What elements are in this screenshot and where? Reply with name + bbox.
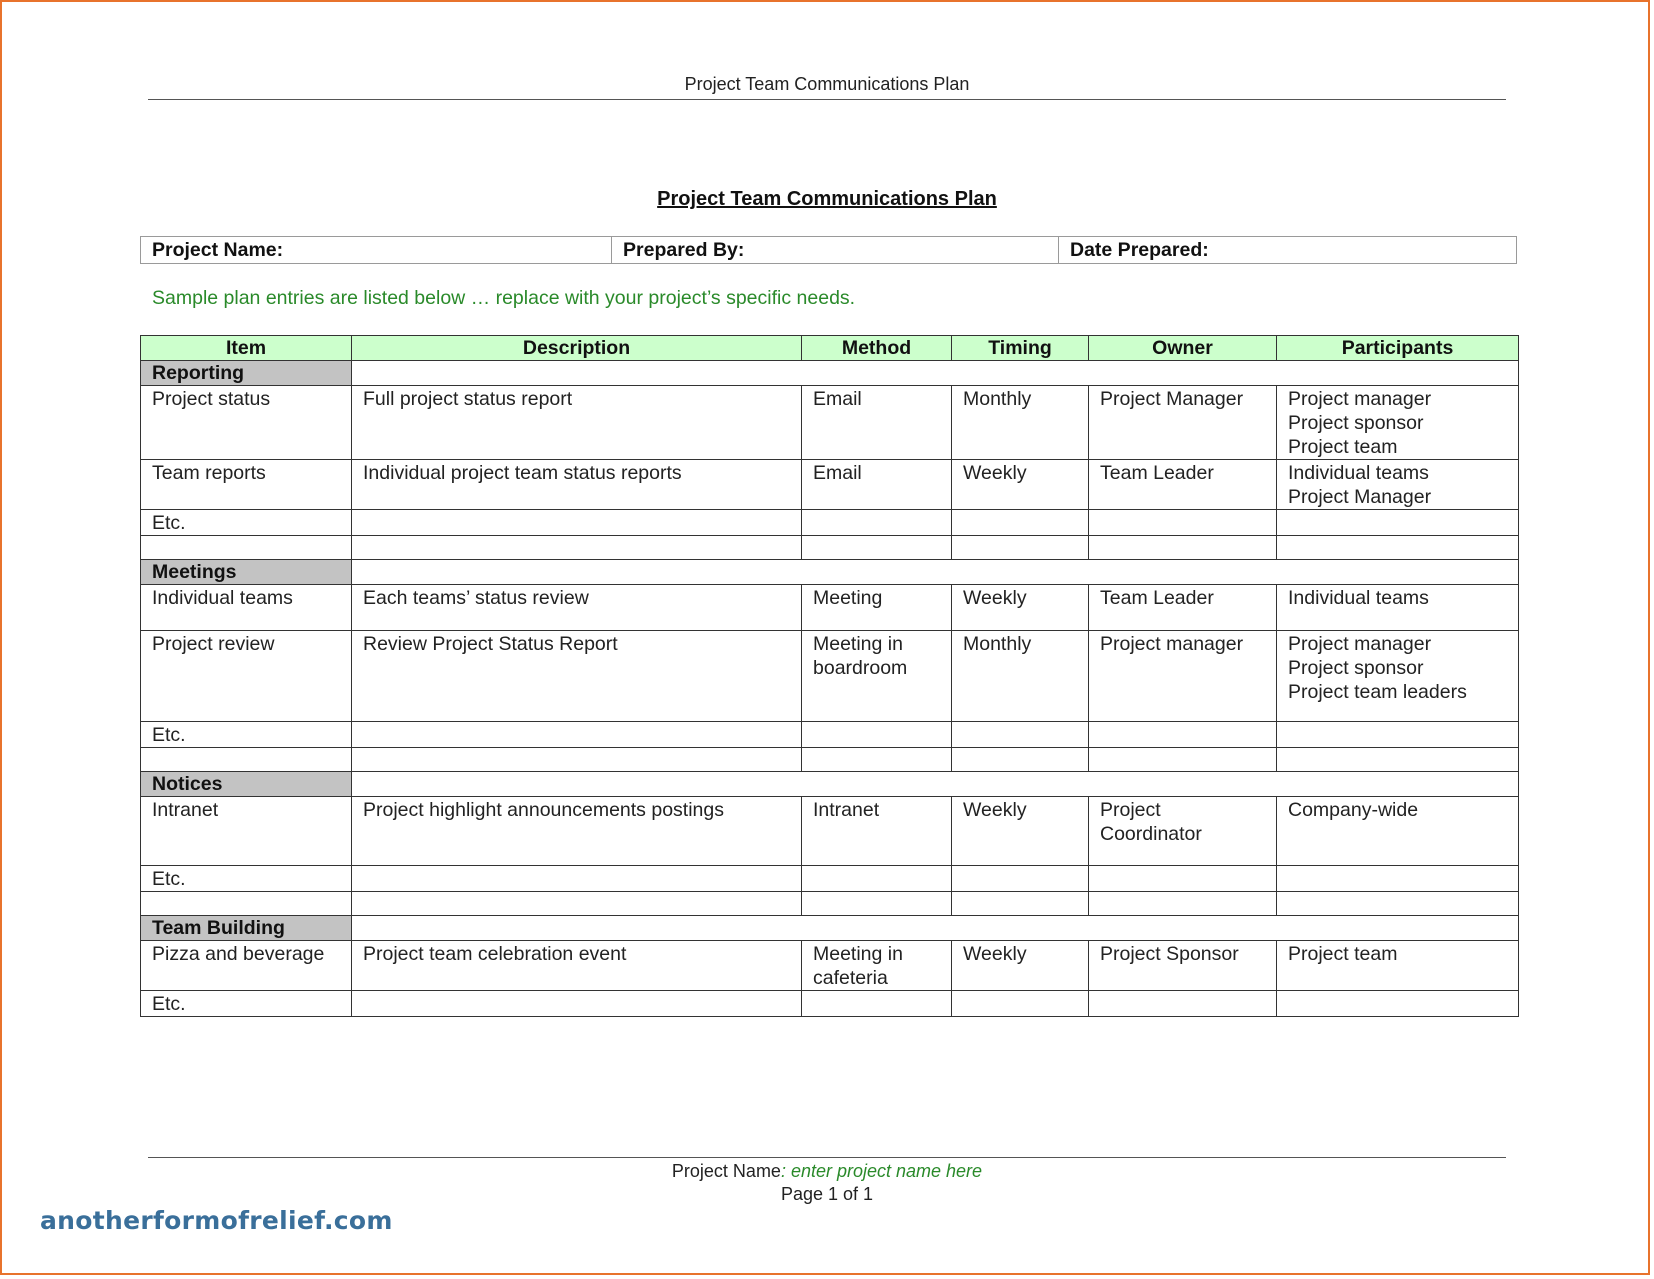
cell-participants[interactable] bbox=[1277, 797, 1519, 866]
table-row bbox=[141, 892, 1519, 916]
cell-method[interactable] bbox=[802, 866, 952, 892]
cell-description[interactable] bbox=[352, 748, 802, 772]
cell-method[interactable] bbox=[802, 941, 952, 991]
cell-description[interactable] bbox=[352, 510, 802, 536]
cell-owner[interactable] bbox=[1089, 536, 1277, 560]
cell-text: Intranet bbox=[152, 799, 219, 821]
cell-method[interactable] bbox=[802, 585, 952, 631]
section-filler bbox=[352, 560, 1519, 585]
cell-text: Project Manager bbox=[1100, 388, 1244, 410]
cell-timing[interactable] bbox=[952, 892, 1089, 916]
cell-text: Project review bbox=[152, 633, 275, 655]
cell-text: Project Manager bbox=[1288, 486, 1432, 508]
column-header-participants: Participants bbox=[1277, 336, 1519, 361]
cell-text: Project status bbox=[152, 388, 271, 410]
cell-description[interactable] bbox=[352, 991, 802, 1017]
date-prepared-label: Date Prepared: bbox=[1070, 238, 1209, 261]
cell-description[interactable] bbox=[352, 892, 802, 916]
cell-method[interactable] bbox=[802, 797, 952, 866]
cell-text: Project manager bbox=[1288, 633, 1432, 655]
header-divider bbox=[148, 99, 1506, 100]
section-filler bbox=[352, 361, 1519, 386]
cell-text: Meeting in bbox=[813, 943, 903, 965]
cell-text: Project bbox=[1100, 799, 1161, 821]
cell-text: Project manager bbox=[1100, 633, 1244, 655]
cell-item[interactable] bbox=[141, 892, 352, 916]
cell-description[interactable] bbox=[352, 722, 802, 748]
column-header-timing: Timing bbox=[952, 336, 1089, 361]
cell-text: Project team leaders bbox=[1288, 681, 1467, 703]
cell-text: Weekly bbox=[963, 587, 1027, 609]
document-title: Project Team Communications Plan bbox=[657, 188, 997, 210]
cell-text: Project sponsor bbox=[1288, 657, 1424, 679]
section-row bbox=[141, 361, 1519, 386]
cell-text: Full project status report bbox=[363, 388, 573, 410]
cell-timing[interactable] bbox=[952, 536, 1089, 560]
table-row bbox=[141, 941, 1519, 991]
cell-method[interactable] bbox=[802, 991, 952, 1017]
cell-text: Individual teams bbox=[1288, 587, 1429, 609]
cell-owner[interactable] bbox=[1089, 510, 1277, 536]
table-row bbox=[141, 585, 1519, 631]
cell-item[interactable] bbox=[141, 585, 352, 631]
footer-project-name-hint: : enter project name here bbox=[780, 1161, 983, 1181]
cell-text: Individual teams bbox=[1288, 462, 1429, 484]
cell-item[interactable] bbox=[141, 510, 352, 536]
cell-participants[interactable] bbox=[1277, 386, 1519, 460]
cell-text: Company-wide bbox=[1288, 799, 1419, 821]
cell-timing[interactable] bbox=[952, 460, 1089, 510]
cell-owner[interactable] bbox=[1089, 941, 1277, 991]
cell-text: Weekly bbox=[963, 462, 1027, 484]
cell-item[interactable] bbox=[141, 386, 352, 460]
cell-text: Email bbox=[813, 462, 862, 484]
cell-timing[interactable] bbox=[952, 941, 1089, 991]
cell-owner[interactable] bbox=[1089, 797, 1277, 866]
cell-text: Each teams’ status review bbox=[363, 587, 589, 609]
section-label: Notices bbox=[141, 772, 352, 797]
table-row bbox=[141, 510, 1519, 536]
cell-text: Coordinator bbox=[1100, 823, 1202, 845]
footer-divider bbox=[148, 1157, 1506, 1158]
cell-text: Review Project Status Report bbox=[363, 633, 618, 655]
cell-text: Team reports bbox=[152, 462, 266, 484]
section-filler bbox=[352, 772, 1519, 797]
cell-text: Weekly bbox=[963, 943, 1027, 965]
cell-method[interactable] bbox=[802, 460, 952, 510]
cell-timing[interactable] bbox=[952, 631, 1089, 722]
cell-timing[interactable] bbox=[952, 722, 1089, 748]
cell-description[interactable] bbox=[352, 460, 802, 510]
table-row bbox=[141, 386, 1519, 460]
cell-method[interactable] bbox=[802, 631, 952, 722]
column-header-item: Item bbox=[141, 336, 352, 361]
cell-participants[interactable] bbox=[1277, 536, 1519, 560]
cell-method[interactable] bbox=[802, 510, 952, 536]
cell-method[interactable] bbox=[802, 536, 952, 560]
cell-method[interactable] bbox=[802, 386, 952, 460]
communications-plan-table bbox=[140, 335, 1519, 1017]
cell-text: Project highlight announcements postings bbox=[363, 799, 724, 821]
cell-text: boardroom bbox=[813, 657, 908, 679]
cell-text: cafeteria bbox=[813, 967, 888, 989]
prepared-by-label: Prepared By: bbox=[623, 238, 745, 261]
cell-item[interactable] bbox=[141, 748, 352, 772]
cell-text: Project sponsor bbox=[1288, 412, 1424, 434]
cell-timing[interactable] bbox=[952, 510, 1089, 536]
table-row bbox=[141, 722, 1519, 748]
cell-text: Meeting bbox=[813, 587, 883, 609]
cell-owner[interactable] bbox=[1089, 866, 1277, 892]
section-row bbox=[141, 772, 1519, 797]
cell-timing[interactable] bbox=[952, 748, 1089, 772]
table-header-row bbox=[141, 336, 1519, 361]
section-row bbox=[141, 916, 1519, 941]
cell-participants[interactable] bbox=[1277, 460, 1519, 510]
cell-owner[interactable] bbox=[1089, 585, 1277, 631]
cell-item[interactable] bbox=[141, 536, 352, 560]
cell-timing[interactable] bbox=[952, 585, 1089, 631]
cell-text: Individual project team status reports bbox=[363, 462, 682, 484]
table-row bbox=[141, 991, 1519, 1017]
cell-description[interactable] bbox=[352, 386, 802, 460]
cell-timing[interactable] bbox=[952, 797, 1089, 866]
section-filler bbox=[352, 916, 1519, 941]
table-row bbox=[141, 866, 1519, 892]
cell-description[interactable] bbox=[352, 866, 802, 892]
site-watermark: anotherformofrelief.com bbox=[40, 1206, 393, 1235]
cell-owner[interactable] bbox=[1089, 748, 1277, 772]
cell-owner[interactable] bbox=[1089, 991, 1277, 1017]
cell-text: Project team bbox=[1288, 943, 1398, 965]
column-header-description: Description bbox=[352, 336, 802, 361]
cell-participants[interactable] bbox=[1277, 892, 1519, 916]
cell-text: Monthly bbox=[963, 388, 1032, 410]
cell-description[interactable] bbox=[352, 631, 802, 722]
cell-text: Project team bbox=[1288, 436, 1398, 458]
cell-owner[interactable] bbox=[1089, 892, 1277, 916]
project-info-row bbox=[141, 237, 1517, 264]
cell-method[interactable] bbox=[802, 892, 952, 916]
table-row bbox=[141, 536, 1519, 560]
cell-description[interactable] bbox=[352, 585, 802, 631]
date-prepared-field[interactable] bbox=[1059, 237, 1517, 264]
cell-text: Team Leader bbox=[1100, 587, 1214, 609]
cell-timing[interactable] bbox=[952, 386, 1089, 460]
footer-project-name-label: Project Name bbox=[671, 1161, 781, 1181]
table-row bbox=[141, 797, 1519, 866]
cell-text: Etc. bbox=[152, 993, 186, 1015]
section-row bbox=[141, 560, 1519, 585]
cell-participants[interactable] bbox=[1277, 722, 1519, 748]
cell-text: Weekly bbox=[963, 799, 1027, 821]
cell-owner[interactable] bbox=[1089, 460, 1277, 510]
instruction-text: Sample plan entries are listed below … replace with your project’s specific needs. bbox=[152, 287, 856, 309]
cell-participants[interactable] bbox=[1277, 748, 1519, 772]
project-name-field[interactable] bbox=[141, 237, 612, 264]
section-label: Team Building bbox=[141, 916, 352, 941]
cell-participants[interactable] bbox=[1277, 631, 1519, 722]
cell-text: Etc. bbox=[152, 868, 186, 890]
table-row bbox=[141, 748, 1519, 772]
cell-timing[interactable] bbox=[952, 991, 1089, 1017]
project-info-table bbox=[140, 236, 1517, 264]
plan-table-body bbox=[141, 361, 1519, 1017]
cell-item[interactable] bbox=[141, 631, 352, 722]
section-label: Meetings bbox=[141, 560, 352, 585]
section-label: Reporting bbox=[141, 361, 352, 386]
cell-text: Meeting in bbox=[813, 633, 903, 655]
cell-timing[interactable] bbox=[952, 866, 1089, 892]
cell-text: Team Leader bbox=[1100, 462, 1214, 484]
cell-text: Pizza and beverage bbox=[152, 943, 325, 965]
cell-participants[interactable] bbox=[1277, 941, 1519, 991]
cell-text: Project team celebration event bbox=[363, 943, 627, 965]
cell-item[interactable] bbox=[141, 941, 352, 991]
page-number: Page 1 of 1 bbox=[780, 1184, 874, 1204]
cell-item[interactable] bbox=[141, 991, 352, 1017]
project-name-label: Project Name: bbox=[152, 238, 284, 261]
cell-description[interactable] bbox=[352, 941, 802, 991]
cell-item[interactable] bbox=[141, 460, 352, 510]
cell-text: Etc. bbox=[152, 724, 186, 746]
prepared-by-field[interactable] bbox=[612, 237, 1059, 264]
cell-item[interactable] bbox=[141, 797, 352, 866]
cell-owner[interactable] bbox=[1089, 631, 1277, 722]
cell-owner[interactable] bbox=[1089, 722, 1277, 748]
cell-participants[interactable] bbox=[1277, 991, 1519, 1017]
running-header: Project Team Communications Plan bbox=[684, 74, 970, 94]
cell-participants[interactable] bbox=[1277, 585, 1519, 631]
column-header-owner: Owner bbox=[1089, 336, 1277, 361]
cell-item[interactable] bbox=[141, 866, 352, 892]
cell-text: Project manager bbox=[1288, 388, 1432, 410]
cell-text: Individual teams bbox=[152, 587, 293, 609]
cell-method[interactable] bbox=[802, 722, 952, 748]
cell-item[interactable] bbox=[141, 722, 352, 748]
footer-project-name bbox=[148, 1161, 1506, 1182]
cell-text: Etc. bbox=[152, 512, 186, 534]
table-row bbox=[141, 631, 1519, 722]
cell-text: Intranet bbox=[813, 799, 880, 821]
column-header-method: Method bbox=[802, 336, 952, 361]
cell-text: Monthly bbox=[963, 633, 1032, 655]
cell-owner[interactable] bbox=[1089, 386, 1277, 460]
cell-description[interactable] bbox=[352, 797, 802, 866]
cell-description[interactable] bbox=[352, 536, 802, 560]
cell-text: Email bbox=[813, 388, 862, 410]
cell-participants[interactable] bbox=[1277, 510, 1519, 536]
cell-text: Project Sponsor bbox=[1100, 943, 1239, 965]
cell-method[interactable] bbox=[802, 748, 952, 772]
cell-participants[interactable] bbox=[1277, 866, 1519, 892]
table-row bbox=[141, 460, 1519, 510]
